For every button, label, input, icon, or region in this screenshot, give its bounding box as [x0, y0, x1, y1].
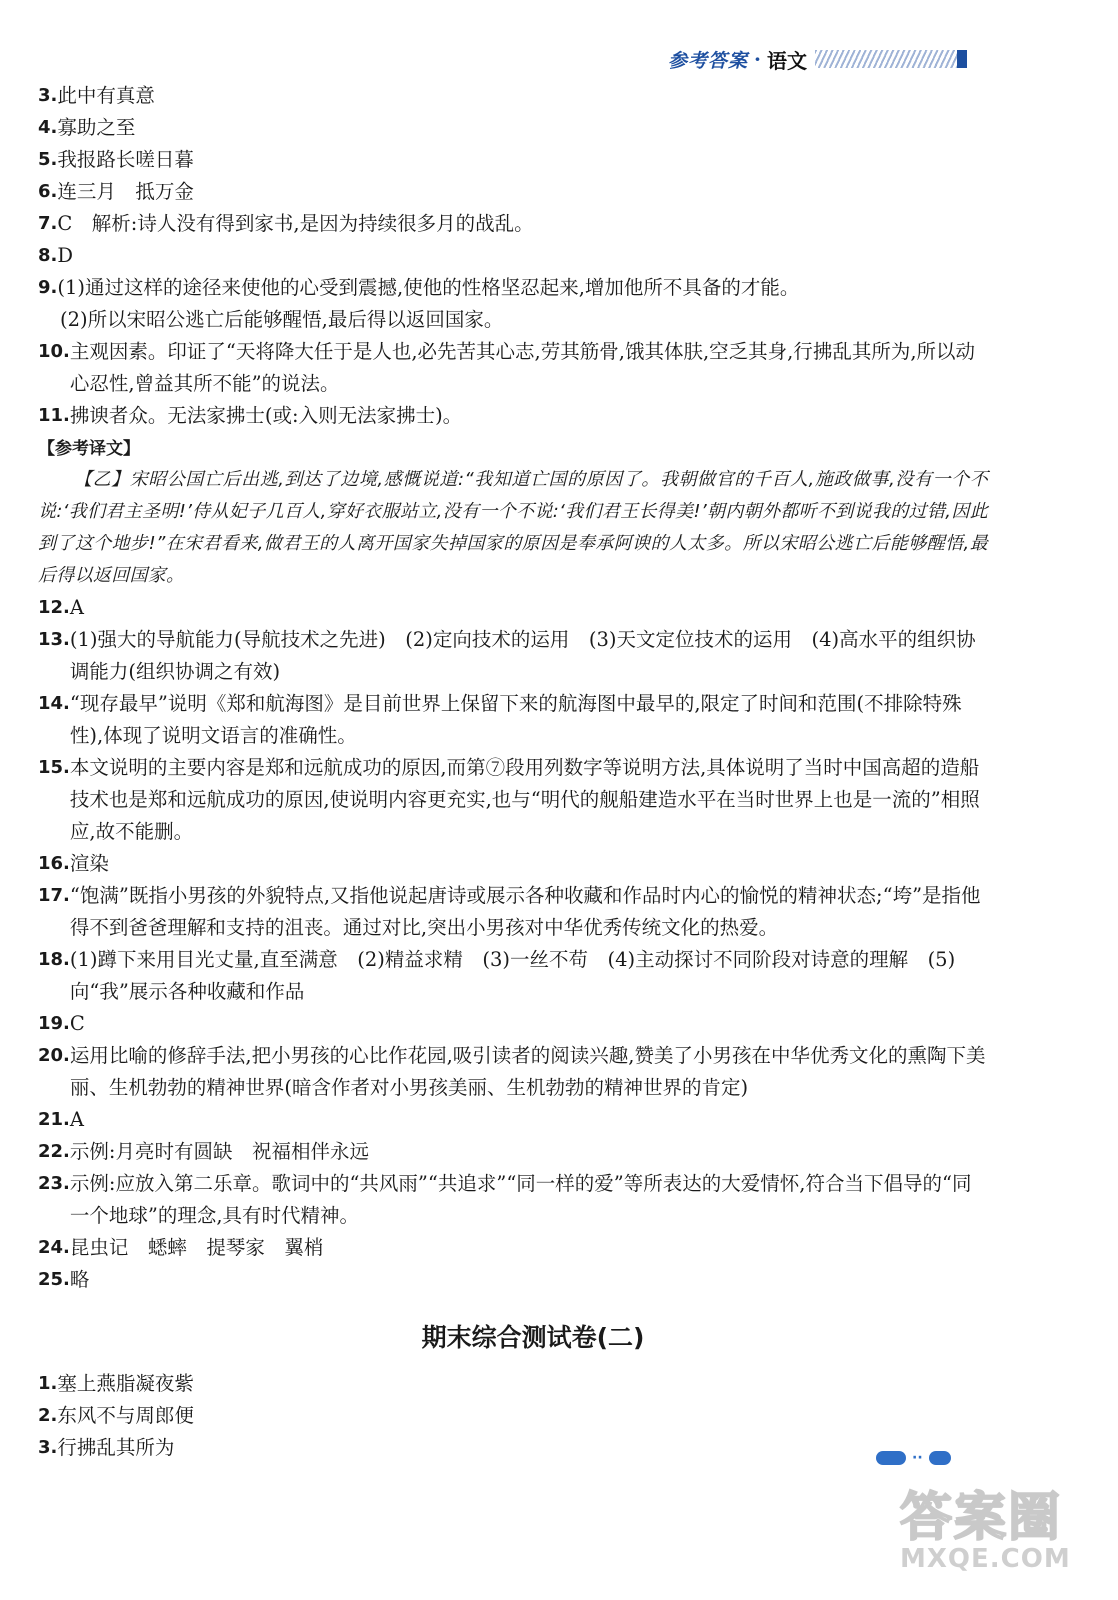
item-number: 14.	[38, 693, 70, 714]
page-number-text: ··	[912, 1450, 923, 1466]
watermark-logo	[900, 1475, 1100, 1585]
item-text: 主观因素。印证了“天将降大任于是人也,必先苦其心志,劳其筋骨,饿其体肤,空乏其身,行拂乱其所为,所以动心忍性,曾益其所不能”的说法。	[69, 340, 976, 395]
item-text: (2)所以宋昭公逃亡后能够醒悟,最后得以返回国家。	[60, 308, 504, 331]
list-item	[38, 624, 988, 688]
item-text: (1)蹲下来用目光丈量,直至满意 (2)精益求精 (3)一丝不苟 (4)主动探讨不同阶段对诗意的理解 (5)向“我”展示各种收藏和作品	[69, 948, 956, 1003]
header-subject: 语文	[766, 48, 807, 73]
translation-text: 【乙】宋昭公国亡后出逃,到达了边境,感慨说道:“我知道亡国的原因了。我朝做官的千百人,施政做事,没有一个不说:‘我们君主圣明!’侍从妃子几百人,穿好衣服站立,没有一个不说:‘我们君王长得美!’朝内朝外都听不到说我的过错,因此到了这个地步!”在宋君看来,做君王的人离开国家失掉国家的原因是奉承阿谀的人太多。所以宋昭公逃亡后能够醒悟,最后得以返回国家。	[38, 469, 988, 586]
item-text: 运用比喻的修辞手法,把小男孩的心比作花园,吸引读者的阅读兴趣,赞美了小男孩在中华优秀文化的熏陶下美丽、生机勃勃的精神世界(暗含作者对小男孩美丽、生机勃勃的精神世界的肯定)	[69, 1044, 986, 1099]
list-item	[38, 1168, 988, 1232]
answer-list-part1	[38, 80, 988, 432]
item-number: 4.	[38, 117, 58, 138]
item-number: 1.	[38, 1373, 58, 1394]
item-text: 行拂乱其所为	[57, 1436, 175, 1459]
list-item	[38, 1008, 988, 1040]
item-text: A	[69, 1108, 84, 1131]
item-number: 10.	[38, 341, 70, 362]
list-item	[38, 688, 988, 752]
item-text: 寡助之至	[57, 116, 136, 139]
item-text: C 解析:诗人没有得到家书,是因为持续很多月的战乱。	[57, 212, 534, 235]
list-item	[38, 1040, 988, 1104]
item-number: 11.	[38, 405, 70, 426]
answer-list-part2	[38, 592, 988, 1296]
item-text: 拂谀者众。无法家拂士(或:入则无法家拂士)。	[69, 404, 463, 427]
item-text: 我报路长嗟日暮	[57, 148, 194, 171]
item-number: 6.	[38, 181, 58, 202]
list-item	[38, 176, 988, 208]
item-text: 本文说明的主要内容是郑和远航成功的原因,而第⑦段用列数字等说明方法,具体说明了当时中国高超的造船技术也是郑和远航成功的原因,使说明内容更充实,也与“明代的舰船建造水平在当时世界上也是一流的”相照应,故不能删。	[69, 756, 980, 843]
item-number: 7.	[38, 213, 58, 234]
item-text: “现存最早”说明《郑和航海图》是目前世界上保留下来的航海图中最早的,限定了时间和范围(不排除特殊性),体现了说明文语言的准确性。	[69, 692, 962, 747]
item-number: 2.	[38, 1405, 58, 1426]
item-text: “饱满”既指小男孩的外貌特点,又指他说起唐诗或展示各种收藏和作品时内心的愉悦的精神状态;“垮”是指他得不到爸爸理解和支持的沮丧。通过对比,突出小男孩对中华优秀传统文化的热爱。	[69, 884, 981, 939]
list-item	[38, 304, 988, 336]
list-item	[38, 1104, 988, 1136]
list-item	[38, 1368, 988, 1400]
list-item	[38, 1432, 988, 1464]
list-item	[38, 752, 988, 848]
item-number: 17.	[38, 885, 70, 906]
item-text: 示例:应放入第二乐章。歌词中的“共风雨”“共追求”“同一样的爱”等所表达的大爱情怀,符合当下倡导的“同一个地球”的理念,具有时代精神。	[69, 1172, 972, 1227]
item-number: 13.	[38, 629, 70, 650]
item-text: 此中有真意	[57, 84, 155, 107]
list-item	[38, 1400, 988, 1432]
list-item	[38, 848, 988, 880]
item-number: 22.	[38, 1141, 70, 1162]
item-number: 21.	[38, 1109, 70, 1130]
list-item	[38, 144, 988, 176]
item-number: 23.	[38, 1173, 70, 1194]
list-item	[38, 1136, 988, 1168]
item-number: 15.	[38, 757, 70, 778]
item-text: 昆虫记 蟋蟀 提琴家 翼梢	[69, 1236, 324, 1259]
page-number	[876, 1450, 951, 1466]
item-number: 3.	[38, 85, 58, 106]
exam-title: 期末综合测试卷(二)	[421, 1323, 645, 1352]
item-text: C	[69, 1012, 85, 1035]
item-number: 9.	[38, 277, 58, 298]
answer-content	[38, 80, 988, 1464]
list-item	[38, 944, 988, 1008]
watermark-top: 答案圈	[900, 1488, 1063, 1548]
item-text: (1)强大的导航能力(导航技术之先进) (2)定向技术的运用 (3)天文定位技术的运用 (4)高水平的组织协调能力(组织协调之有效)	[69, 628, 976, 683]
list-item	[38, 592, 988, 624]
item-text: 东风不与周郎便	[57, 1404, 194, 1427]
item-number: 8.	[38, 245, 58, 266]
answer-list-part3	[38, 1368, 988, 1464]
item-number: 20.	[38, 1045, 70, 1066]
item-text: 略	[69, 1268, 90, 1291]
list-item	[38, 1264, 988, 1296]
item-text: 渲染	[69, 852, 109, 875]
list-item	[38, 112, 988, 144]
item-number: 24.	[38, 1237, 70, 1258]
item-text: (1)通过这样的途径来使他的心受到震撼,使他的性格坚忍起来,增加他所不具备的才能。	[57, 276, 800, 299]
list-item	[38, 400, 988, 432]
translation-label: 【参考译文】	[38, 439, 140, 459]
watermark-bottom: MXQE.COM	[900, 1544, 1071, 1574]
item-number: 16.	[38, 853, 70, 874]
header-dot: ·	[754, 47, 761, 71]
header-label: 参考答案	[668, 49, 749, 72]
list-item	[38, 272, 988, 304]
item-number: 3.	[38, 1437, 58, 1458]
item-number: 19.	[38, 1013, 70, 1034]
page-decor-right	[929, 1451, 951, 1465]
item-number: 5.	[38, 149, 58, 170]
list-item	[38, 208, 988, 240]
list-item	[38, 880, 988, 944]
item-text: 连三月 抵万金	[57, 180, 194, 203]
page-decor-left	[876, 1451, 906, 1465]
item-text: A	[69, 596, 84, 619]
list-item	[38, 80, 988, 112]
item-number: 18.	[38, 949, 70, 970]
page-header	[668, 44, 967, 74]
item-number: 12.	[38, 597, 70, 618]
list-item	[38, 1232, 988, 1264]
item-text: 塞上燕脂凝夜紫	[57, 1372, 194, 1395]
item-text: 示例:月亮时有圆缺 祝福相伴永远	[69, 1140, 369, 1163]
item-number: 25.	[38, 1269, 70, 1290]
item-text: D	[57, 244, 74, 267]
header-decorative-bar	[815, 50, 967, 68]
list-item	[38, 240, 988, 272]
list-item	[38, 336, 988, 400]
